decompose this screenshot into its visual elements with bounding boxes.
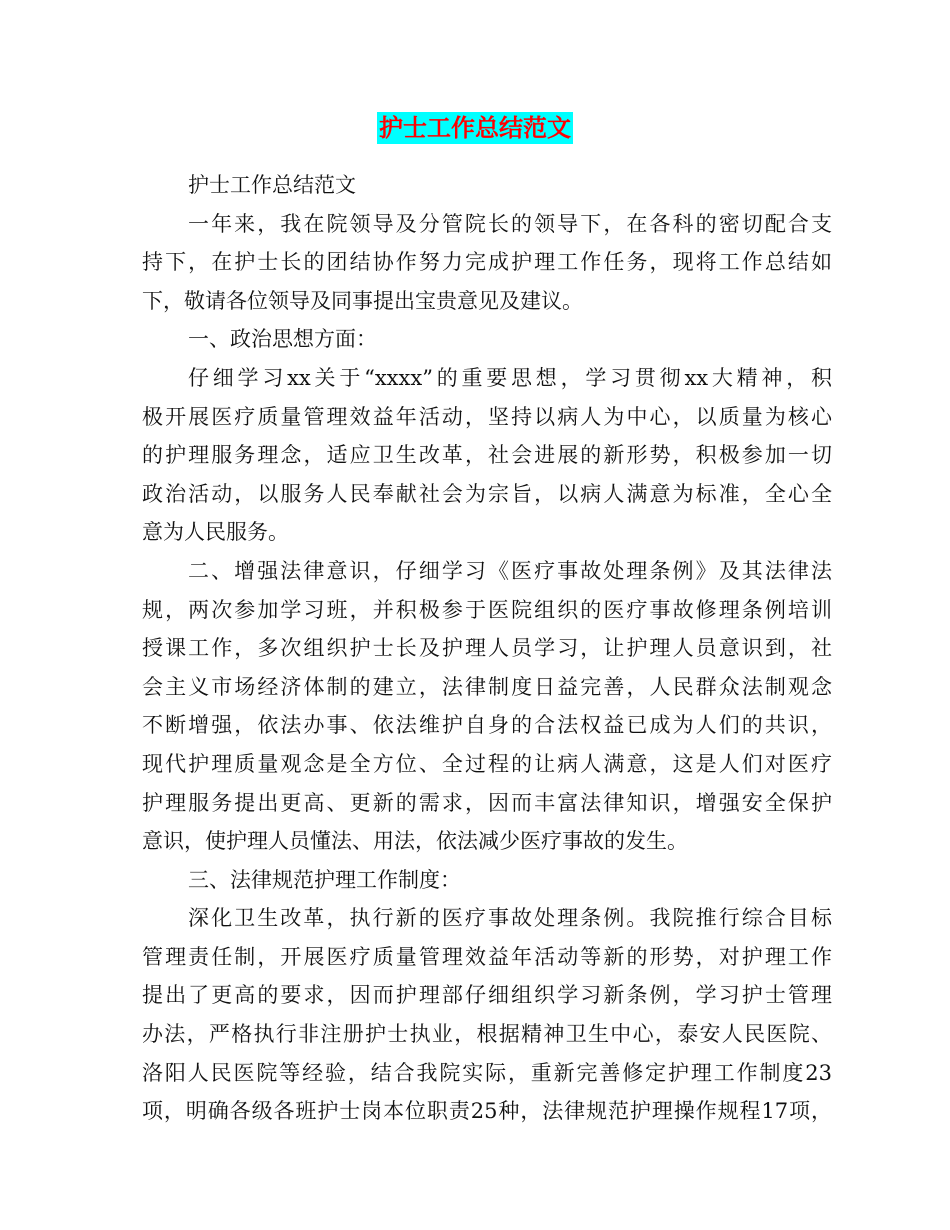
- paragraph-line: 提出了更高的要求，因而护理部仔细组织学习新条例，学习护士管理: [142, 983, 832, 1008]
- paragraph-line: 护理服务提出更高、更新的需求，因而丰富法律知识，增强安全保护: [142, 790, 832, 815]
- paragraph-line: 项，明确各级各班护士岗本位职责25种，法律规范护理操作规程17项，: [142, 1099, 832, 1124]
- paragraph-line: 深化卫生改革，执行新的医疗事故处理条例。我院推行综合目标: [188, 906, 832, 931]
- paragraph-line: 会主义市场经济体制的建立，法律制度日益完善，人民群众法制观念: [142, 674, 832, 699]
- paragraph-line: 意识，使护理人员懂法、用法，依法减少医疗事故的发生。: [142, 829, 688, 854]
- document-body: [142, 166, 832, 1131]
- paragraph-line: 下，敬请各位领导及同事提出宝贵意见及建议。: [142, 288, 583, 313]
- paragraph-line: 政治活动，以服务人民奉献社会为宗旨，以病人满意为标准，全心全: [142, 481, 832, 506]
- paragraph-line: 护士工作总结范文: [188, 173, 356, 197]
- title-container: [0, 112, 950, 144]
- paragraph-line: 管理责任制，开展医疗质量管理效益年活动等新的形势，对护理工作: [142, 944, 832, 969]
- paragraph-line: 授课工作，多次组织护士长及护理人员学习，让护理人员意识到，社: [142, 636, 832, 661]
- paragraph-line: 一年来，我在院领导及分管院长的领导下，在各科的密切配合支: [188, 211, 832, 236]
- paragraph-line: 意为人民服务。: [142, 520, 289, 545]
- section-heading: 三、法律规范护理工作制度：: [188, 867, 461, 892]
- paragraph-line: 办法，严格执行非注册护士执业，根据精神卫生中心，泰安人民医院、: [142, 1022, 832, 1047]
- document-title: 护士工作总结范文: [379, 113, 571, 142]
- section-heading: 一、政治思想方面：: [188, 327, 377, 352]
- paragraph-line: 现代护理质量观念是全方位、全过程的让病人满意，这是人们对医疗: [142, 751, 832, 776]
- paragraph-line: 仔细学习xx关于“xxxx”的重要思想，学习贯彻xx大精神，积: [188, 365, 832, 390]
- paragraph-line: 不断增强，依法办事、依法维护自身的合法权益已成为人们的共识，: [142, 713, 832, 738]
- paragraph-line: 二、增强法律意识，仔细学习《医疗事故处理条例》及其法律法: [188, 558, 832, 583]
- paragraph-line: 的护理服务理念，适应卫生改革，社会进展的新形势，积极参加一切: [142, 443, 832, 468]
- paragraph-line: 持下，在护士长的团结协作努力完成护理工作任务，现将工作总结如: [142, 250, 832, 275]
- paragraph-line: 规，两次参加学习班，并积极参于医院组织的医疗事故修理条例培训: [142, 597, 832, 622]
- paragraph-line: 极开展医疗质量管理效益年活动，坚持以病人为中心，以质量为核心: [142, 404, 832, 429]
- paragraph-line: 洛阳人民医院等经验，结合我院实际，重新完善修定护理工作制度23: [142, 1060, 832, 1085]
